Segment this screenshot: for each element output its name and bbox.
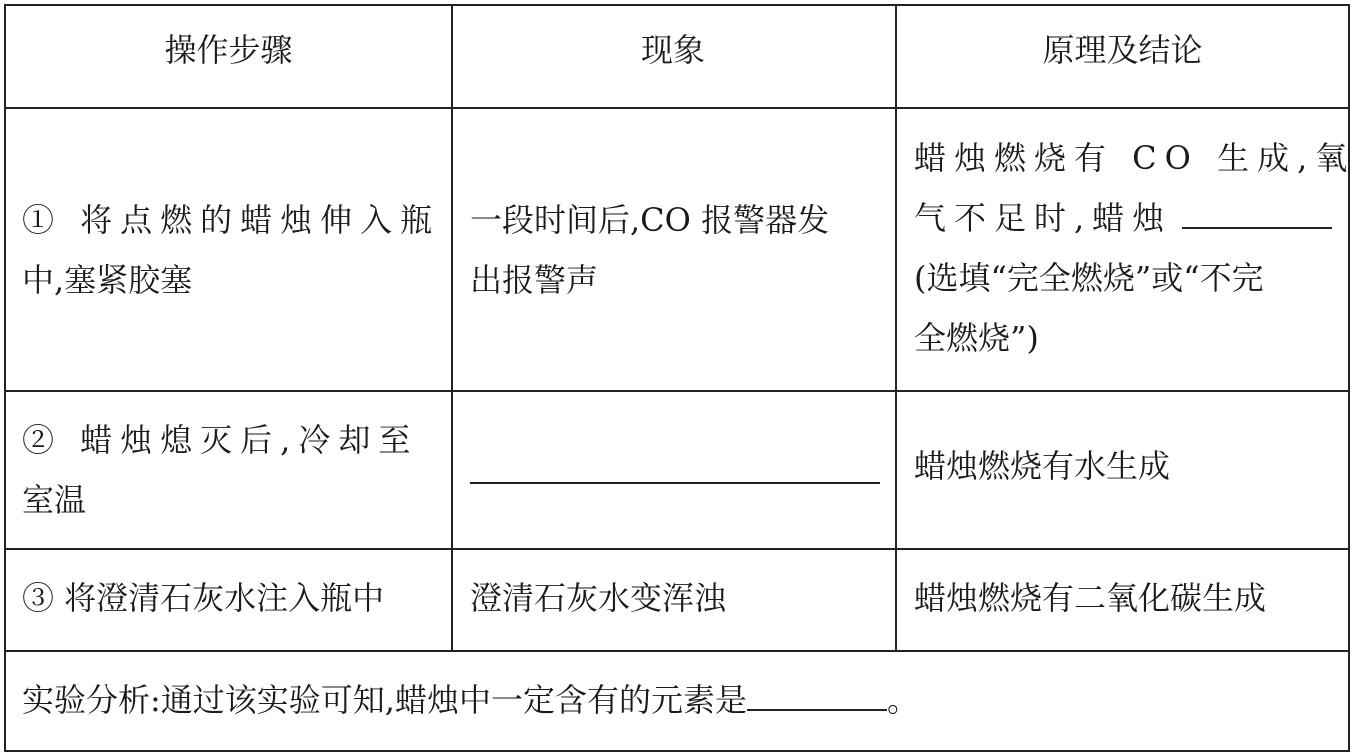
row1-conclusion-line2 (914, 188, 1344, 248)
analysis-suffix: 。 (886, 681, 919, 719)
row1-step-line2: 中,塞紧胶塞 (22, 261, 193, 299)
row3-phenomenon: 澄清石灰水变浑浊 (470, 579, 727, 617)
column-divider (451, 6, 453, 650)
experiment-table (4, 4, 1355, 752)
row-divider (6, 548, 1348, 550)
row-divider (6, 107, 1348, 109)
row1-conclusion-line3: (选填“完全燃烧”或“不完 (914, 259, 1264, 297)
row1-step-line1: ① 将点燃的蜡烛伸入瓶 (22, 201, 441, 239)
row2-step-line2: 室温 (22, 481, 87, 519)
analysis-prefix: 实验分析:通过该实验可知,蜡烛中一定含有的元素是 (22, 681, 747, 719)
row1-conclusion-line1: 蜡烛燃烧有 CO 生成,氧 (914, 139, 1355, 177)
row-divider (6, 390, 1348, 392)
row2-conclusion: 蜡烛燃烧有水生成 (914, 447, 1171, 485)
element-answer-blank[interactable] (747, 677, 887, 711)
row1-phenomenon-line2: 出报警声 (470, 261, 599, 299)
row3-conclusion: 蜡烛燃烧有二氧化碳生成 (914, 579, 1267, 617)
row2-step (22, 410, 442, 530)
column-divider (895, 6, 897, 650)
header-phenomenon: 现象 (640, 31, 705, 69)
analysis-text (22, 670, 1342, 730)
row1-step (22, 190, 442, 310)
row1-phenomenon (470, 190, 890, 310)
header-step: 操作步骤 (164, 31, 293, 69)
row-divider (6, 650, 1348, 652)
row3-step: ③ 将澄清石灰水注入瓶中 (22, 579, 385, 617)
row2-step-line1: ② 蜡烛熄灭后,冷却至 (22, 421, 419, 459)
phenomenon-answer-blank[interactable] (470, 482, 880, 484)
answer-blank[interactable] (1182, 195, 1332, 229)
row1-conclusion-line2-text: 气不足时,蜡烛 (914, 199, 1173, 237)
header-conclusion: 原理及结论 (1042, 31, 1203, 69)
row1-phenomenon-line1: 一段时间后,CO 报警器发 (470, 201, 830, 239)
row1-conclusion-line4: 全燃烧”) (914, 319, 1039, 357)
row1-conclusion (914, 128, 1355, 368)
